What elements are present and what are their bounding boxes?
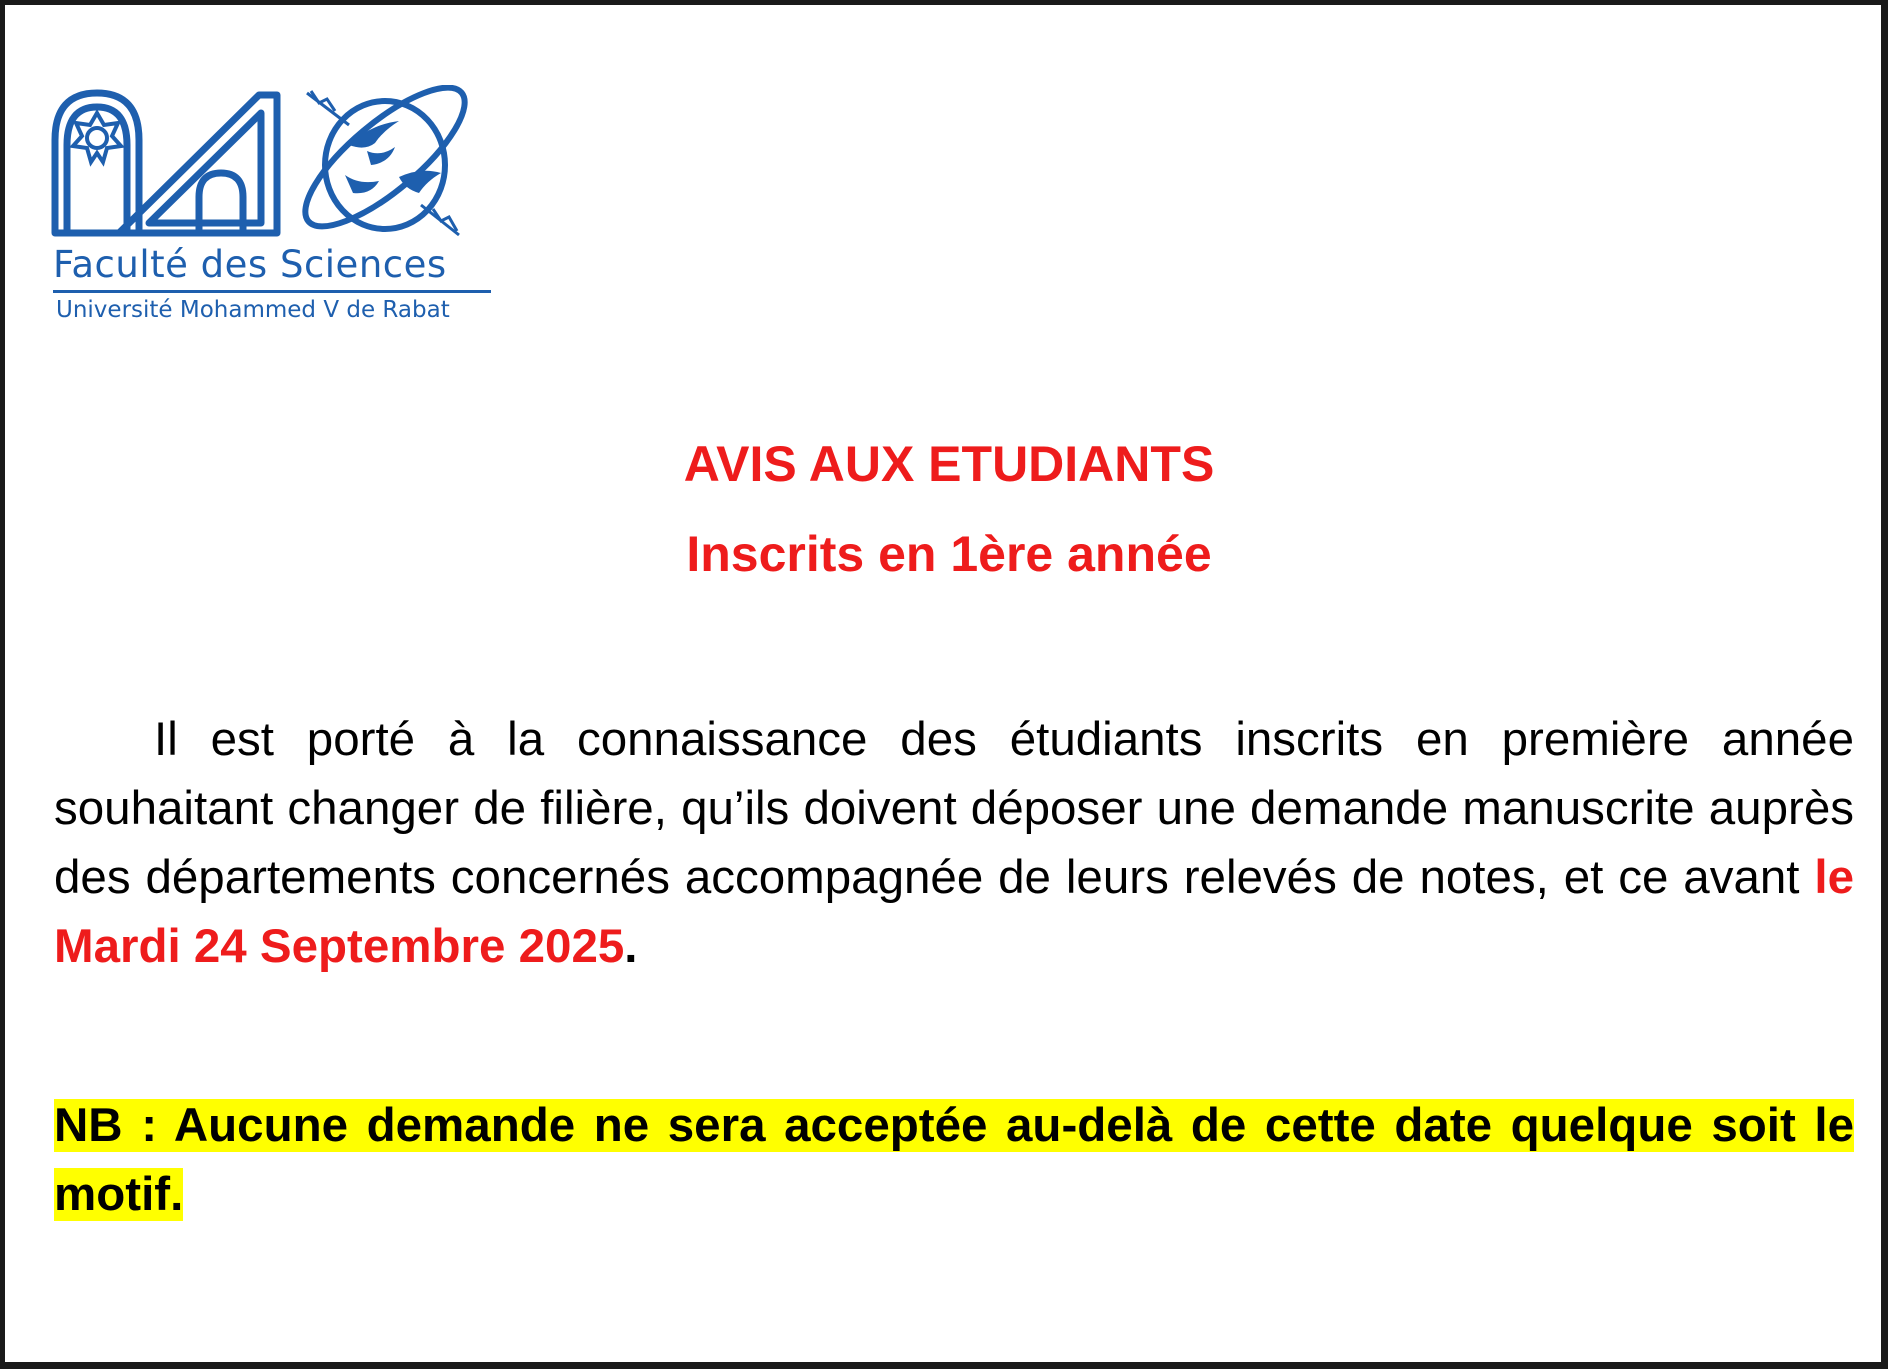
- notice-body-text: Il est porté à la connaissance des étudiants inscrits en première année souhaitant changer de filière, qu’ils doivent déposer une demande manuscrite auprès des départements concernés accompagnée de leurs relevés de notes, et ce avant: [54, 713, 1854, 904]
- faculty-logo: [49, 85, 509, 325]
- nb-highlight: NB : Aucune demande ne sera acceptée au-delà de cette date quelque soit le motif.: [54, 1099, 1854, 1221]
- notice-subtitle: Inscrits en 1ère année: [686, 526, 1212, 582]
- deadline-date: le Mardi 24 Septembre 2025: [54, 851, 1854, 973]
- notice-nb: [54, 1091, 1854, 1229]
- notice-body-end: .: [624, 920, 638, 973]
- logo-faculty-name: Faculté des Sciences: [53, 243, 447, 286]
- logo-divider: [53, 290, 491, 293]
- notice-title: AVIS AUX ETUDIANTS: [683, 436, 1215, 492]
- logo-university-name: Université Mohammed V de Rabat: [56, 297, 450, 323]
- notice-body: [54, 705, 1854, 981]
- faculty-emblem-icon: [49, 85, 509, 245]
